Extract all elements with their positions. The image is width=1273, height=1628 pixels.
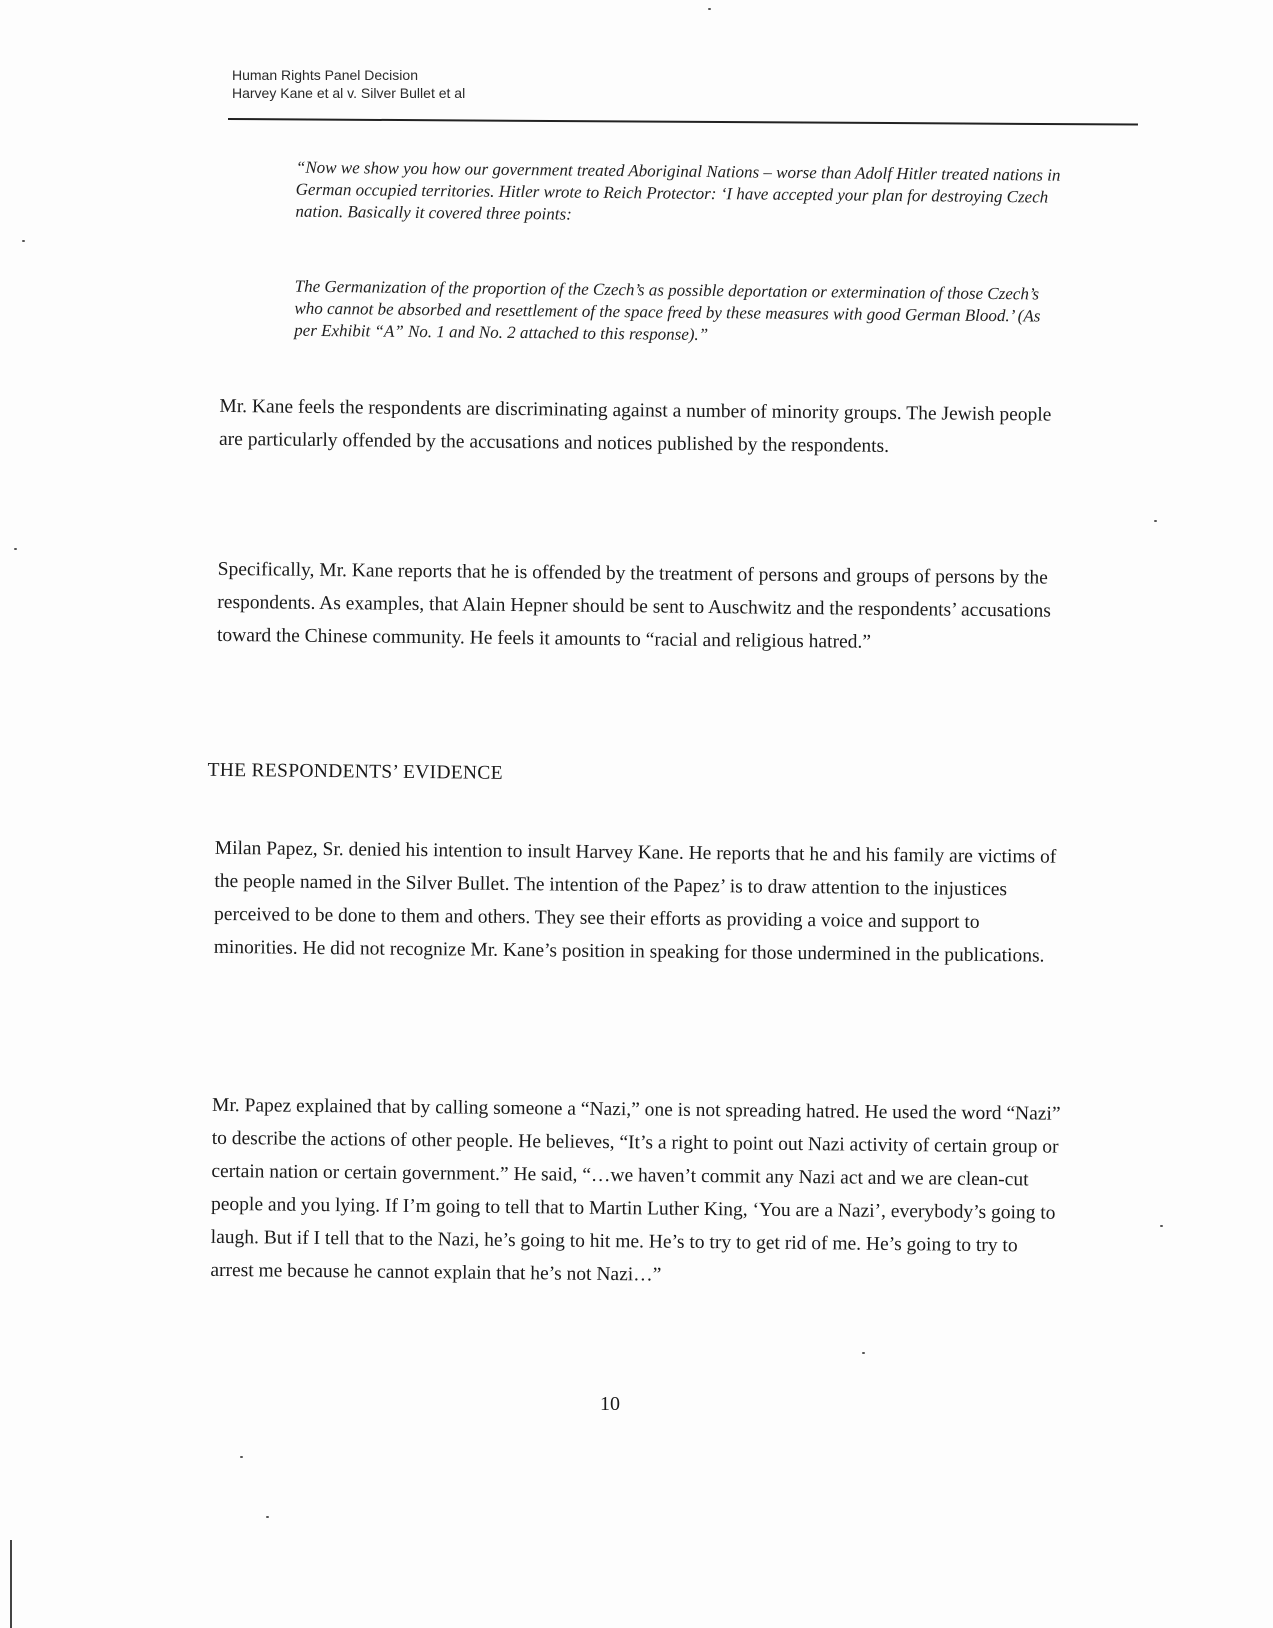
scan-speck [240, 1456, 243, 1458]
scan-speck [1160, 1225, 1163, 1227]
scan-speck [22, 240, 25, 242]
scan-speck [1154, 520, 1157, 522]
scan-speck [14, 548, 17, 550]
running-header [232, 66, 465, 102]
page-number: 10 [600, 1393, 620, 1415]
scan-speck [708, 8, 711, 10]
block-quote-1: “Now we show you how our government treated Aboriginal Nations – worse than Adolf Hitler treated nations in German occupied territories. Hitler wrote to Reich Protector: ‘I have accepted your plan for destroying Czech nation. Basically it covered three points: [295, 157, 1061, 224]
scan-speck [862, 1352, 865, 1354]
scan-edge-mark [10, 1540, 12, 1628]
paragraph-kane-feels: Mr. Kane feels the respondents are discriminating against a number of minority groups. The Jewish people are particularly offended by the accusations and notices published by the respondents. [218, 395, 1052, 457]
paragraph-papez-denied: Milan Papez, Sr. denied his intention to insult Harvey Kane. He reports that he and his family are victims of the people named in the Silver Bullet. The intention of the Papez’ is to draw attention to the injustices perceived to be done to them and others. They see their efforts as providing a voice and support to minorities. He did not recognize Mr. Kane’s position in speaking for those undermined in the publications. [213, 837, 1057, 967]
header-case-name: Harvey Kane et al v. Silver Bullet et al [232, 85, 466, 101]
paragraph-specifically: Specifically, Mr. Kane reports that he is offended by the treatment of persons and groups of persons by the respondents. As examples, that Alain Hepner should be sent to Auschwitz and the respondents’ accusations toward the Chinese community. He feels it amounts to “racial and religious hatred.” [216, 558, 1052, 653]
header-divider [228, 118, 1138, 126]
paragraph-papez-explained: Mr. Papez explained that by calling someone a “Nazi,” one is not spreading hatred. He used the word “Nazi” to describe the actions of other people. He believes, “It’s a right to point out Nazi activity of certain group or certain nation or certain government.” He said, “…we haven’t commit any Nazi act and we are clean-cut people and you lying. If I’m going to tell that to Martin Luther King, ‘You are a Nazi’, everybody’s going to laugh. But if I tell that to the Nazi, he’s going to hit me. He’s to try to get rid of me. He’s going to try to arrest me because he cannot explain that he’s not Nazi…” [210, 1094, 1061, 1286]
scan-speck [266, 1516, 269, 1518]
block-quote-2: The Germanization of the proportion of the Czech’s as possible deportation or extermination of those Czech’s who cannot be absorbed and resettlement of the space freed by these measures with good German Blood.’ (As per Exhibit “A” No. 1 and No. 2 attached to this response).” [294, 276, 1041, 345]
section-heading: THE RESPONDENTS’ EVIDENCE [207, 759, 503, 784]
header-title: Human Rights Panel Decision [232, 67, 418, 83]
